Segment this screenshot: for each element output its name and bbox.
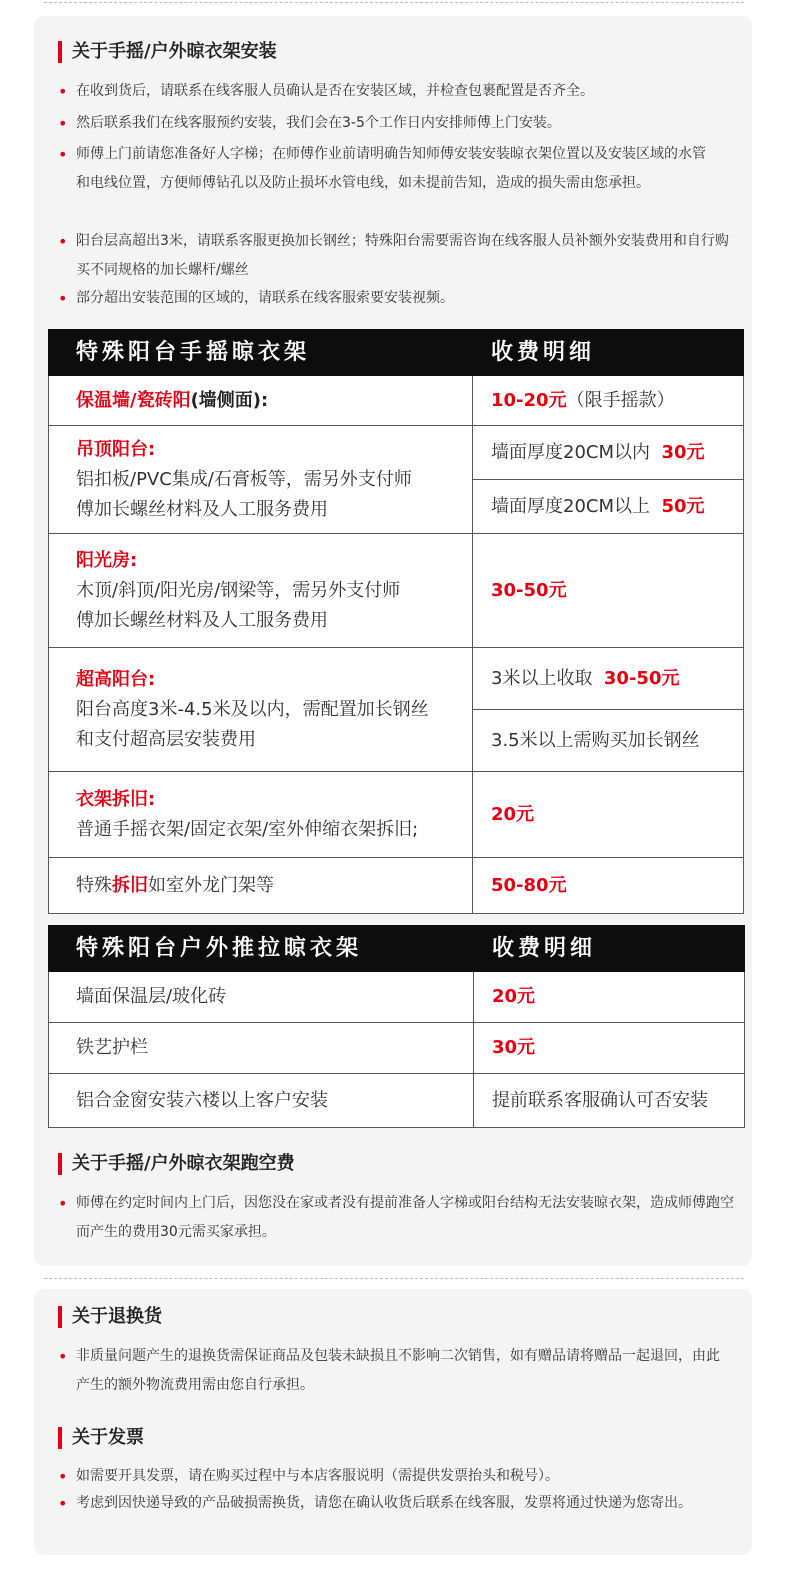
table2-row-item: 铝合金窗安装六楼以上客户安装 — [49, 1074, 474, 1128]
invoice-title: 关于发票 — [58, 1427, 144, 1449]
middle-divider — [44, 1278, 744, 1279]
install-bullet-2: • 然后联系我们在线客服预约安装，我们会在3-5个工作日内安排师傅上门安装。 — [58, 114, 561, 133]
row-special-removal: 特殊拆旧如室外龙门架等 — [49, 858, 473, 914]
install-bullet-1: • 在收到货后，请联系在线客服人员确认是否在安装区域，并检查包裹配置是否齐全。 — [58, 82, 594, 101]
table2-row-item: 墙面保温层/玻化砖 — [49, 972, 474, 1023]
row-sunroom: 阳光房: 木顶/斜顶/阳光房/钢梁等，需另外支付师 傅加长螺丝材料及人工服务费用 — [49, 534, 473, 648]
table2-row-item: 铁艺护栏 — [49, 1023, 474, 1074]
row-high-opt1: 3米以上收取 30-50元 — [473, 648, 744, 710]
install-bullet-3: • 师傅上门前请您准备好人字梯；在师傅作业前请明确告知师傅安装安装晾衣架位置以及安装区域的水管和电线位置，方便师傅钻孔以及防止损坏水管电线，如未提前告知，造成的损失需由您承担。 — [58, 145, 706, 191]
table2-header-left: 特殊阳台户外推拉晾衣架 — [49, 926, 474, 972]
table2-header-right: 收费明细 — [474, 926, 745, 972]
invoice-bullet-1: • 如需要开具发票，请在购买过程中与本店客服说明（需提供发票抬头和税号）。 — [58, 1467, 559, 1486]
invoice-bullet-2: • 考虑到因快递导致的产品破损需换货，请您在确认收货后联系在线客服，发票将通过快递为您寄出。 — [58, 1494, 692, 1513]
table2-row-price: 20元 — [474, 972, 745, 1023]
install-bullet-5: • 部分超出安装范围的区域的，请联系在线客服索要安装视频。 — [58, 289, 454, 308]
outdoor-fee-table — [48, 925, 745, 1128]
row-special-removal-price: 50-80元 — [473, 858, 744, 914]
row-insulation-wall: 保温墙/瓷砖阳(墙侧面): — [49, 376, 473, 426]
table2-row-price: 提前联系客服确认可否安装 — [474, 1074, 745, 1128]
row-high-balcony: 超高阳台: 阳台高度3米-4.5米及以内，需配置加长钢丝 和支付超高层安装费用 — [49, 648, 473, 772]
row-removal-price: 20元 — [473, 772, 744, 858]
row-ceiling-balcony: 吊顶阳台: 铝扣板/PVC集成/石膏板等，需另外支付师 傅加长螺丝材料及人工服务费用 — [49, 426, 473, 534]
row-high-opt2: 3.5米以上需购买加长钢丝 — [473, 710, 744, 772]
row-ceiling-opt2: 墙面厚度20CM以上 50元 — [473, 480, 744, 534]
row-removal: 衣架拆旧: 普通手摇衣架/固定衣架/室外伸缩衣架拆旧; — [49, 772, 473, 858]
row-sunroom-price: 30-50元 — [473, 534, 744, 648]
install-bullet-4: • 阳台层高超出3米，请联系客服更换加长钢丝；特殊阳台需要需咨询在线客服人员补额外安装费用和自行购买不同规格的加长螺杆/螺丝 — [58, 232, 729, 278]
row-ceiling-opt1: 墙面厚度20CM以内 30元 — [473, 426, 744, 480]
row-insulation-wall-price: 10-20元（限手摇款） — [473, 376, 744, 426]
table1-header-right: 收费明细 — [473, 330, 744, 376]
install-title: 关于手摇/户外晾衣架安装 — [58, 41, 277, 63]
returns-title: 关于退换货 — [58, 1306, 162, 1328]
top-divider — [44, 2, 744, 3]
table1-header-left: 特殊阳台手摇晾衣架 — [49, 330, 473, 376]
trip-fee-title: 关于手摇/户外晾衣架跑空费 — [58, 1153, 295, 1175]
returns-bullet: • 非质量问题产生的退换货需保证商品及包装未缺损且不影响二次销售，如有赠品请将赠品一起退回，由此产生的额外物流费用需由您自行承担。 — [58, 1347, 720, 1393]
trip-fee-bullet: • 师傅在约定时间内上门后，因您没在家或者没有提前准备人字梯或阳台结构无法安装晾衣架，造成师傅跑空而产生的费用30元需买家承担。 — [58, 1194, 734, 1240]
handcrank-fee-table — [48, 329, 744, 914]
table2-row-price: 30元 — [474, 1023, 745, 1074]
